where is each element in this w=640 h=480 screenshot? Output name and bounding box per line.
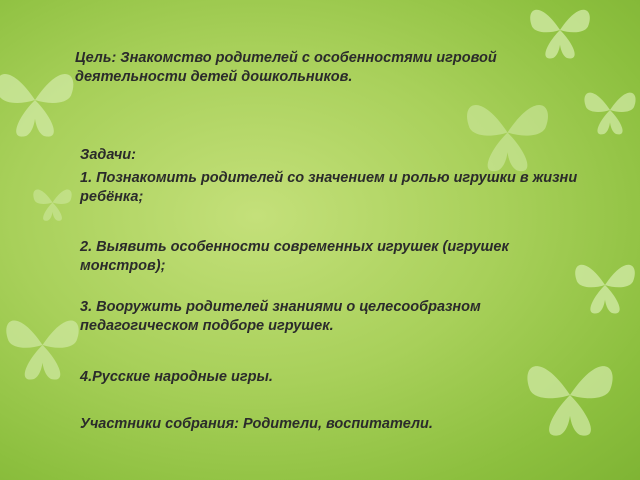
butterfly-decoration: [580, 80, 640, 140]
goal-text: Цель: Знакомство родителей с особенностями игровой деятельности детей дошкольников.: [75, 50, 497, 85]
butterfly-decoration: [0, 295, 85, 395]
task-4: 4.Русские народные игры.: [80, 369, 273, 385]
butterfly-decoration: [460, 85, 555, 180]
participants-text: Участники собрания: Родители, воспитатели.: [80, 416, 433, 432]
task-2: 2. Выявить особенности современных игрушек (игрушек монстров);: [80, 239, 509, 274]
butterfly-decoration: [570, 250, 640, 320]
butterfly-decoration: [30, 180, 75, 225]
butterfly-decoration: [0, 55, 80, 145]
tasks-heading: Задачи:: [80, 147, 136, 163]
task-3: 3. Вооружить родителей знаниями о целесообразном педагогическом подборе игрушек.: [80, 299, 481, 334]
task-1: 1. Познакомить родителей со значением и ролью игрушки в жизни ребёнка;: [80, 170, 578, 205]
